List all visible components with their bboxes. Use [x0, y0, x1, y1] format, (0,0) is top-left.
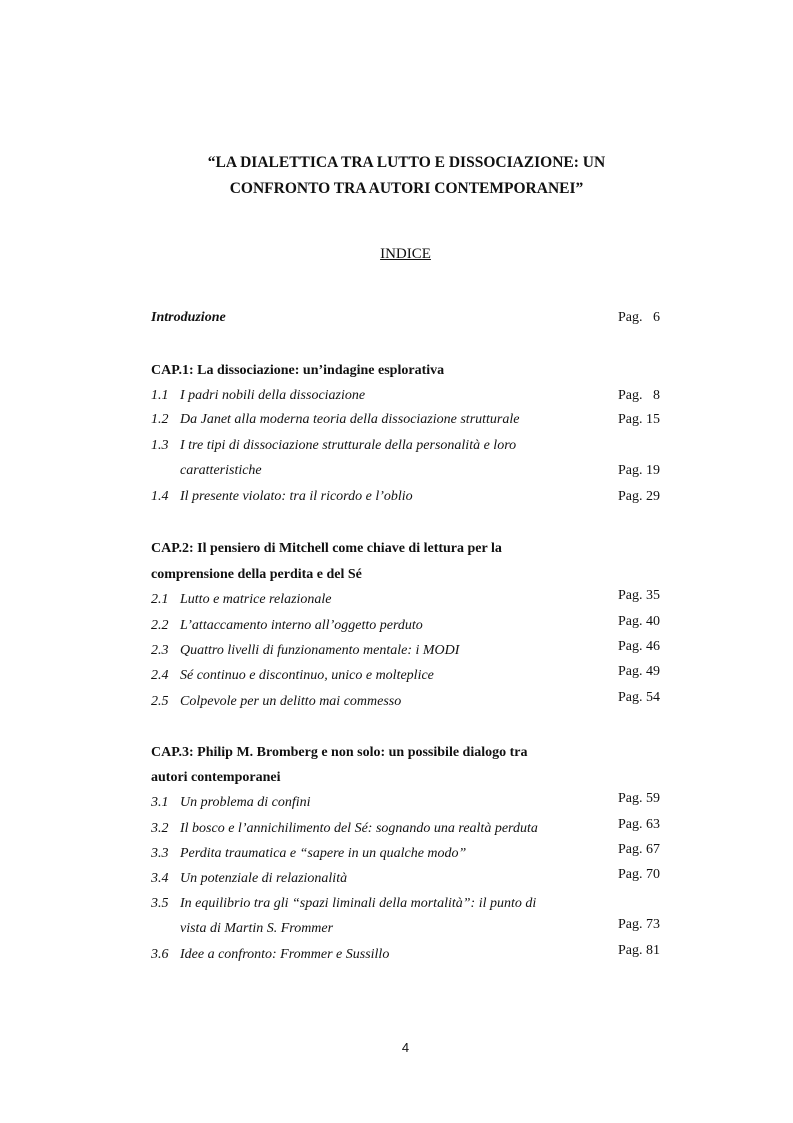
title-line-2: CONFRONTO TRA AUTORI CONTEMPORANEI”: [229, 180, 584, 197]
toc-row-3-1: 3.1 Un problema di confini Pag. 59: [151, 791, 660, 810]
toc-row-2-3: 2.3 Quattro livelli di funzionamento mentale: i MODI Pag. 46: [151, 639, 660, 658]
chapter-2-title-line-2: comprensione della perdita e del Sé: [151, 567, 362, 582]
toc-row-2-2: 2.2 L’attaccamento interno all’oggetto perduto Pag. 40: [151, 614, 660, 633]
chapter-1-title: CAP.1: La dissociazione: un’indagine esplorativa: [151, 363, 445, 378]
toc-row-2-5: 2.5 Colpevole per un delitto mai commesso Pag. 54: [151, 690, 660, 709]
toc-row-1-2: 1.2 Da Janet alla moderna teoria della dissociazione strutturale Pag. 15: [151, 412, 660, 427]
toc-row-3-4: 3.4 Un potenziale di relazionalità Pag. 70: [151, 867, 660, 886]
title-line-1: “LA DIALETTICA TRA LUTTO E DISSOCIAZIONE: UN: [207, 154, 606, 171]
toc-intro-page: Pag. 6: [618, 310, 660, 325]
index-heading: INDICE: [380, 246, 431, 262]
toc-row-3-5-cont: vista di Martin S. Frommer Pag. 73: [180, 917, 660, 936]
toc-row-3-2: 3.2 Il bosco e l’annichilimento del Sé: sognando una realtà perduta Pag. 63: [151, 817, 660, 836]
toc-intro-row: [151, 310, 663, 336]
toc-row-1-4: 1.4 Il presente violato: tra il ricordo e l’oblio Pag. 29: [151, 489, 660, 504]
page-number: 4: [401, 1040, 410, 1055]
chapter-3-title-line-2: autori contemporanei: [151, 770, 281, 785]
chapter-2-title-line-1: CAP.2: Il pensiero di Mitchell come chiave di lettura per la: [151, 541, 502, 556]
toc-row-3-3: 3.3 Perdita traumatica e “sapere in un qualche modo” Pag. 67: [151, 842, 660, 861]
toc-row-2-1: 2.1 Lutto e matrice relazionale Pag. 35: [151, 588, 660, 607]
document-title: [120, 150, 693, 202]
toc-row-3-5: 3.5 In equilibrio tra gli “spazi liminali della mortalità”: il punto di: [151, 896, 537, 911]
toc-row-1-3: 1.3 I tre tipi di dissociazione strutturale della personalità e loro: [151, 438, 517, 453]
toc-row-1-1: 1.1 I padri nobili della dissociazione Pag. 8: [151, 388, 660, 403]
chapter-3-title-line-1: CAP.3: Philip M. Bromberg e non solo: un possibile dialogo tra: [151, 745, 528, 760]
toc-row-1-3-cont: caratteristiche Pag. 19: [180, 463, 660, 478]
toc-row-3-6: 3.6 Idee a confronto: Frommer e Sussillo Pag. 81: [151, 943, 660, 962]
toc-row-2-4: 2.4 Sé continuo e discontinuo, unico e molteplice Pag. 49: [151, 664, 660, 683]
toc-intro-label: Introduzione: [151, 310, 226, 325]
